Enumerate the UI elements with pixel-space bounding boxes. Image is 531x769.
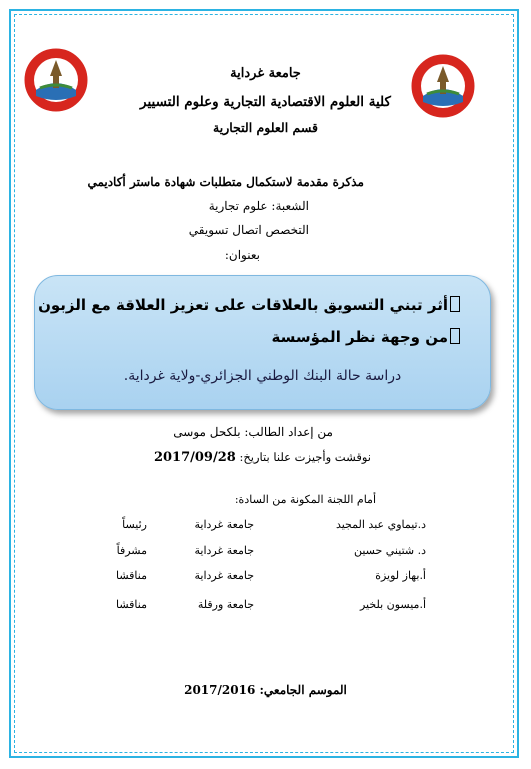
defense-statement <box>154 450 371 465</box>
defense-date: 2017/09/28 <box>153 450 236 465</box>
academic-year-label: الموسم الجامعي: <box>259 683 347 697</box>
committee-role-1: رئيساً <box>122 518 147 531</box>
academic-year-value: 2017/2016 <box>184 683 256 697</box>
committee-university-4: جامعة ورقلة <box>197 598 254 611</box>
thesis-title-line1: أثر تبني التسويق بالعلاقات على تعزيز العلاقة مع الزبون <box>38 296 460 314</box>
thesis-purpose: مذكرة مقدمة لاستكمال متطلبات شهادة ماستر أكاديمي <box>87 175 364 189</box>
case-study: دراسة حالة البنك الوطني الجزائري-ولاية غرداية. <box>123 368 402 384</box>
committee-name-4: أ.ميسون بلخير <box>359 598 426 611</box>
committee-university-3: جامعة غرداية <box>194 569 254 582</box>
thesis-title-line2: من وجهة نظر المؤسسة <box>271 328 460 346</box>
branch: الشعبة: علوم تجارية <box>208 199 309 213</box>
committee-role-4: مناقشا <box>116 598 147 611</box>
university-name: جامعة غرداية <box>230 66 301 81</box>
title-intro: بعنوان: <box>224 248 260 262</box>
committee-name-3: أ.بهاز لويزة <box>375 569 426 582</box>
specialty: التخصص اتصال تسويقي <box>188 223 309 237</box>
academic-year <box>0 683 531 697</box>
prepared-by: من إعداد الطالب: بلكحل موسى <box>173 425 333 439</box>
committee-role-3: مناقشا <box>116 569 147 582</box>
committee-university-1: جامعة غرداية <box>194 518 254 531</box>
committee-university-2: جامعة غرداية <box>194 544 254 557</box>
defense-label: نوقشت وأجيزت علنا بتاريخ: <box>239 450 371 464</box>
committee-role-2: مشرفاً <box>116 544 147 557</box>
thesis-title-box <box>34 275 491 410</box>
committee-name-1: د.تيماوي عبد المجيد <box>335 518 426 531</box>
committee-intro: أمام اللجنة المكونة من السادة: <box>234 493 376 506</box>
committee-name-2: د. شتيني حسين <box>353 544 426 557</box>
faculty-name: كلية العلوم الاقتصادية التجارية وعلوم التسيير <box>140 94 391 110</box>
missing-glyph-icon <box>450 328 460 344</box>
missing-glyph-icon <box>450 296 460 312</box>
department-name: قسم العلوم التجارية <box>213 120 318 135</box>
